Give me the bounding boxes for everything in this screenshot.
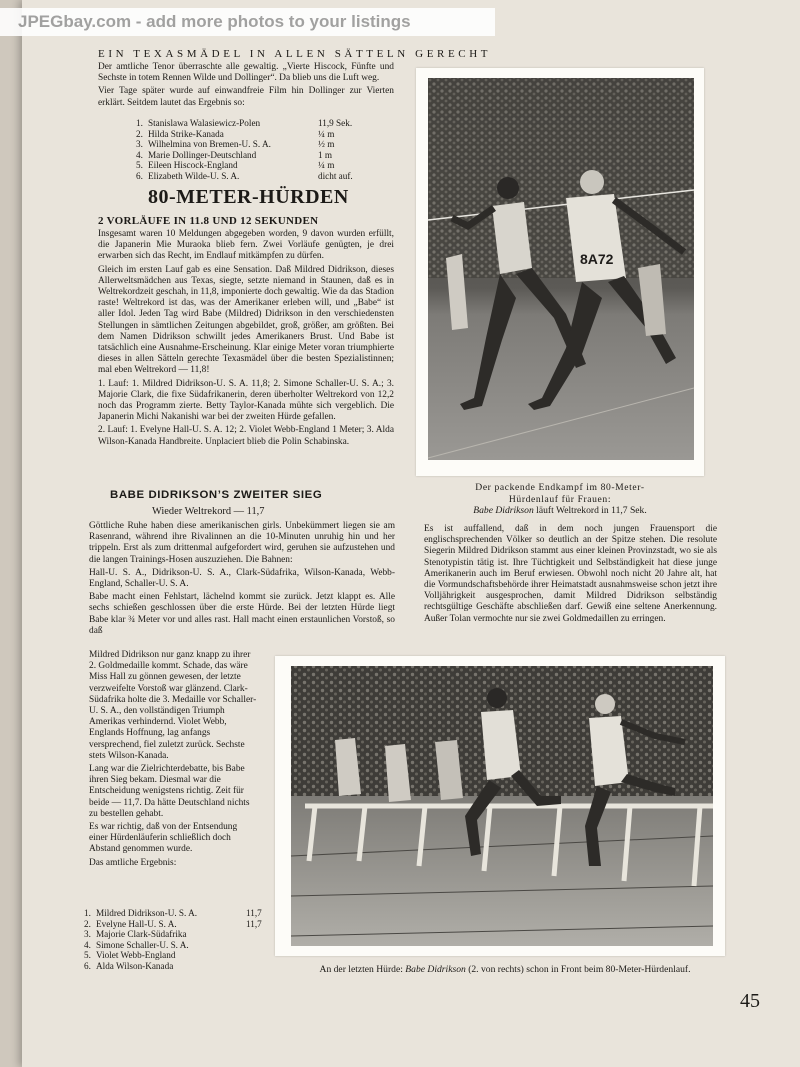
result-row — [84, 950, 262, 961]
result-row — [84, 961, 262, 972]
result-row — [136, 150, 353, 161]
result-name: Alda Wilson-Kanada — [96, 960, 174, 971]
paragraph: Insgesamt waren 10 Meldungen abgegeben worden, 9 davon wurden erfüllt, die Japanerin Mie Muraoka blieb fern. Zwei Vorläufe genügten, je drei erwarben sich das Recht, im Endlauf mitkämpfen zu dürfen. — [98, 229, 394, 262]
paragraph: Das amtliche Ergebnis: — [89, 857, 177, 868]
result-value: 11,7 — [246, 908, 262, 918]
svg-text:8A72: 8A72 — [580, 251, 614, 267]
result-name: Hilda Strike-Kanada — [148, 128, 224, 139]
caption-top-rest: läuft Weltrekord in 11,7 Sek. — [533, 505, 647, 516]
result-rank: 4. — [136, 149, 143, 160]
column-1c-text — [89, 650, 257, 869]
paragraph: Hall-U. S. A., Didrikson-U. S. A., Clark-Südafrika, Wilson-Kanada, Webb-England, Schaller-U. S. A. — [89, 567, 395, 590]
section-heading-hurdles: 80-METER-HÜRDEN — [148, 186, 349, 208]
paragraph: Lang war die Zielrichterdebatte, bis Babe ihren Sieg bekam. Diesmal war die Entscheidung wenigstens richtig. Zeit für beide — 11,7. Da hätte Deutschland nichts zu bestellen gehabt. — [89, 764, 250, 819]
result-value: 11,7 — [246, 918, 262, 929]
result-name: Simone Schaller-U. S. A. — [96, 939, 189, 950]
result-row — [136, 160, 353, 171]
paragraph: 2. Lauf: 1. Evelyne Hall-U. S. A. 12; 2. Violet Webb-England 1 Meter; 3. Alda Wilson-Kanada Handbreite. Unplaciert blieb die Polin Schabinska. — [98, 425, 394, 447]
result-name: Wilhelmina von Bremen-U. S. A. — [148, 139, 271, 150]
section-subheading: 2 VORLÄUFE IN 11.8 UND 12 SEKUNDEN — [98, 215, 319, 227]
result-value: 1 m — [318, 149, 333, 160]
result-rank: 2. — [84, 918, 91, 929]
column-1-text — [98, 229, 394, 448]
result-row — [136, 118, 353, 129]
column-1b-text — [89, 521, 395, 637]
result-rank: 1. — [84, 908, 91, 918]
paragraph: Göttliche Ruhe haben diese amerikanischen girls. Unbekümmert liegen sie am Rasenrand, während ihre Rivalinnen an die 10-Minuten unruhig hin und her trippeln. Erst als zum drittenmal aufgefordert wird, geruhen sie aufzustehen und die langen Trainings-Hosen auszuziehen. Die Bahnen: — [89, 521, 395, 565]
intro-paragraph-2: Vier Tage später wurde auf einwandfreie Film hin Dollinger zur Vierten erklärt. Seitdem lautet das Ergebnis so: — [98, 86, 394, 108]
result-rank: 6. — [136, 170, 143, 181]
result-name: Eileen Hiscock-England — [148, 160, 238, 171]
result-row — [136, 171, 353, 182]
result-row — [84, 908, 262, 919]
result-name: Violet Webb-England — [96, 950, 176, 961]
intro-paragraph-1: Der amtliche Tenor überraschte alle gewaltig. „Vierte Hiscock, Fünfte und Sechste in totem Rennen Wilde und Dollinger“. Da blieb uns die Luft weg. — [98, 62, 394, 84]
result-rank: 2. — [136, 128, 143, 139]
photo-hurdles-finish-image — [416, 68, 704, 476]
result-rank: 1. — [136, 118, 143, 128]
paragraph: 1. Lauf: 1. Mildred Didrikson-U. S. A. 11,8; 2. Simone Schaller-U. S. A.; 3. Majorie Clark, die fixe Südafrikanerin, deren überholter Weltrekord von 12,2 noch das Programm zierte. Betty Taylor-Kanada mühte sich vergeblich. Die Japanerin Michi Nakanishi war bei der zweiten Hürde gefallen. — [98, 378, 394, 423]
watermark-banner: JPEGbay.com - add more photos to your listings — [0, 8, 495, 36]
section-heading-second-victory: BABE DIDRIKSON’S ZWEITER SIEG — [110, 489, 323, 501]
result-name: Evelyne Hall-U. S. A. — [96, 918, 177, 929]
paragraph: Es ist auffallend, daß in dem noch jungen Frauensport die englischsprechenden Völker so deutlich an der Spitze stehen. Die resolute Siegerin Mildred Didrikson stammt aus einer kleinen Provinzstadt, wo sie als Stenotypistin tätig ist. Ihre Tüchtigkeit und Selbständigkeit hat diese junge Amerikanerin auch im Beruf erwiesen. Obwohl noch nicht 20 Jahre alt, hat die Vormundschaftsbehörde ihrer Heimatstadt ausnahmsweise schon jetzt ihre Volljährigkeit ausgesprochen, damit Mildred Didrikson selbständig rechtsgültige Geschäfte abschließen darf. Gewiß eine seltene Anerkennung. Außer Tolan vermochte nur sie zwei Goldmedaillen zu erringen. — [424, 524, 717, 624]
result-row — [136, 129, 353, 140]
result-row — [84, 929, 262, 940]
caption-top-line1: Der packende Endkampf im 80-Meter- — [475, 482, 645, 493]
photo-last-hurdle-image — [275, 656, 725, 956]
result-row — [84, 919, 262, 930]
result-name: Elizabeth Wilde-U. S. A. — [148, 170, 240, 181]
paragraph: Gleich im ersten Lauf gab es eine Sensation. Daß Mildred Didrikson, dieses Allerweltsmädchen aus Texas, siegte, setzte niemand in Staunen, daß es in Weltrekordzeit geschah, in 11,8, imponierte doch gewaltig. Wie da das Stadion raste! Weltrekord ist das, was der Amerikaner erleben will, und „Babe“ ist aller Idol. Jeden Tag wird Babe (Mildred) Didrikson in den verschiedensten Stellungen in sämtlichen Zeitungen abgebildet, groß, größer, am größten. Bei dem Namen Didrikson schwillt jedes Amerikaners Brust. Und Babe ist tatsächlich eine Ausnahme-Erscheinung. Klar einige Meter voran triumphierte dieses in allen Sätteln gerechte Texasmädel über die besten Spezialistinnen; mal eben Weltrekord — 11,8! — [98, 264, 394, 376]
results-100m — [136, 118, 353, 182]
caption-bottom-name: Babe Didrikson — [405, 964, 466, 975]
result-value: 11,9 Sek. — [318, 118, 353, 128]
result-rank: 3. — [84, 929, 91, 940]
result-name: Marie Dollinger-Deutschland — [148, 149, 257, 160]
result-row — [136, 139, 353, 150]
caption-top-photo — [416, 482, 704, 517]
caption-top-name: Babe Didrikson — [473, 505, 534, 516]
caption-bottom-pre: An der letzten Hürde: — [319, 964, 406, 975]
caption-bottom-rest: (2. von rechts) schon in Front beim 80-Meter-Hürdenlauf. — [465, 964, 691, 975]
caption-top-line3 — [416, 505, 704, 517]
result-rank: 6. — [84, 960, 91, 971]
photo-hurdles-finish — [416, 68, 704, 476]
results-hurdles — [84, 908, 262, 972]
result-name: Stanislawa Walasiewicz-Polen — [148, 118, 261, 128]
result-row — [84, 940, 262, 951]
result-value: dicht auf. — [318, 170, 353, 181]
page-number: 45 — [740, 990, 760, 1012]
result-rank: 3. — [136, 139, 143, 150]
column-2-text — [424, 524, 717, 625]
caption-bottom-photo — [270, 964, 740, 976]
result-name: Mildred Didrikson-U. S. A. — [96, 908, 198, 918]
result-value: ½ m — [318, 139, 335, 150]
result-rank: 5. — [84, 950, 91, 961]
result-value: ¼ m — [318, 160, 335, 171]
paragraph: Mildred Didrikson nur ganz knapp zu ihrer 2. Goldmedaille kommt. Schade, das wäre Miss Hall zu gönnen gewesen, der letzte verzweifelte Vorstoß war glänzend. Clark-Südafrika holte die 3. Medaille vor Schaller-U. S. A., den vollständigen Triumph Amerikas verhindernd. Violet Webb, Englands Hoffnung, lag anfangs versprechend, fiel zuletzt zurück. Sechste stets Wilson-Kanada. — [89, 650, 257, 761]
photo-last-hurdle — [275, 656, 725, 956]
result-value: ¼ m — [318, 128, 335, 139]
result-name: Majorie Clark-Südafrika — [96, 929, 187, 940]
paragraph: Babe macht einen Fehlstart, lächelnd kommt sie zurück. Jetzt klappt es. Alle sechs schießen geschlossen über die erste Hürde. Bei der letzten Hürde liegt Babe klar ¾ Meter vor und alles rast. Hall macht einen erstaunlichen Vorstoß, so daß — [89, 592, 395, 636]
paragraph: Es war richtig, daß von der Entsendung einer Hürdenläuferin schließlich doch Abstand genommen wurde. — [89, 822, 238, 855]
result-rank: 5. — [136, 160, 143, 171]
running-head: EIN TEXASMÄDEL IN ALLEN SÄTTELN GERECHT — [98, 48, 492, 60]
section-subheading-record: Wieder Weltrekord — 11,7 — [152, 506, 265, 517]
result-rank: 4. — [84, 939, 91, 950]
intro-text — [98, 62, 394, 109]
caption-top-line2: Hürdenlauf für Frauen: — [508, 493, 612, 505]
